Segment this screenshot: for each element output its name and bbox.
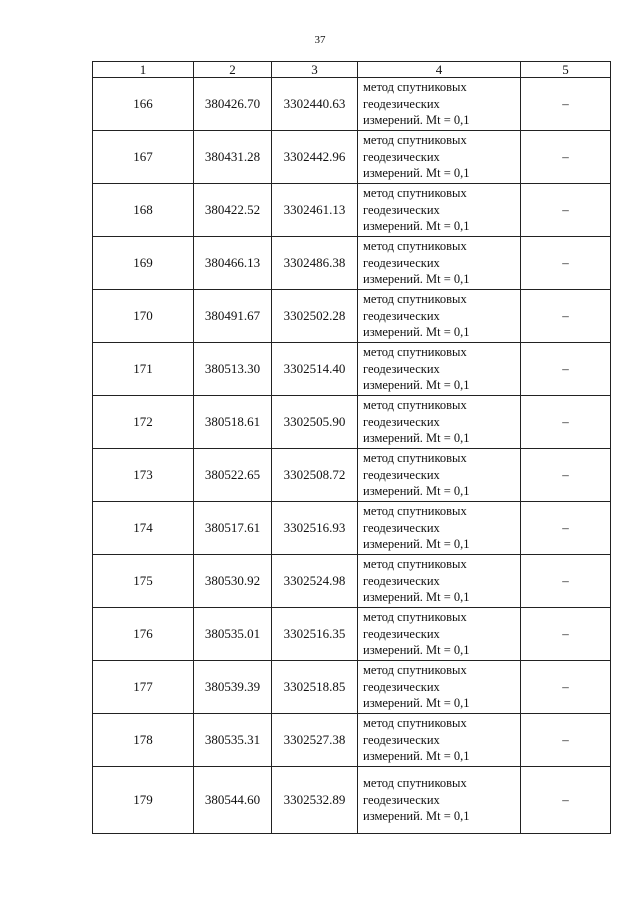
x-coordinate-cell: 380522.65: [194, 449, 272, 502]
note-cell: –: [521, 449, 611, 502]
method-description-cell: метод спутниковых геодезических измерений. Mt = 0,1: [358, 396, 521, 449]
table-row: [93, 555, 611, 608]
table-row: [93, 608, 611, 661]
note-cell: –: [521, 237, 611, 290]
note-cell: –: [521, 78, 611, 131]
note-cell: –: [521, 767, 611, 834]
x-coordinate-cell: 380544.60: [194, 767, 272, 834]
column-header: 2: [194, 62, 272, 78]
y-coordinate-cell: 3302442.96: [272, 131, 358, 184]
x-coordinate-cell: 380517.61: [194, 502, 272, 555]
note-cell: –: [521, 555, 611, 608]
x-coordinate-cell: 380422.52: [194, 184, 272, 237]
column-header: 4: [358, 62, 521, 78]
x-coordinate-cell: 380518.61: [194, 396, 272, 449]
method-description-cell: метод спутниковых геодезических измерений. Mt = 0,1: [358, 449, 521, 502]
point-number-cell: 167: [93, 131, 194, 184]
point-number-cell: 179: [93, 767, 194, 834]
table-row: [93, 184, 611, 237]
point-number-cell: 178: [93, 714, 194, 767]
note-cell: –: [521, 184, 611, 237]
x-coordinate-cell: 380431.28: [194, 131, 272, 184]
note-cell: –: [521, 396, 611, 449]
table-row: [93, 502, 611, 555]
point-number-cell: 166: [93, 78, 194, 131]
x-coordinate-cell: 380466.13: [194, 237, 272, 290]
point-number-cell: 168: [93, 184, 194, 237]
y-coordinate-cell: 3302514.40: [272, 343, 358, 396]
y-coordinate-cell: 3302532.89: [272, 767, 358, 834]
y-coordinate-cell: 3302524.98: [272, 555, 358, 608]
note-cell: –: [521, 131, 611, 184]
table-row: [93, 767, 611, 834]
y-coordinate-cell: 3302527.38: [272, 714, 358, 767]
y-coordinate-cell: 3302461.13: [272, 184, 358, 237]
method-description-cell: метод спутниковых геодезических измерений. Mt = 0,1: [358, 502, 521, 555]
method-description-cell: метод спутниковых геодезических измерений. Mt = 0,1: [358, 131, 521, 184]
point-number-cell: 175: [93, 555, 194, 608]
y-coordinate-cell: 3302516.93: [272, 502, 358, 555]
table-row: [93, 714, 611, 767]
table-row: [93, 237, 611, 290]
x-coordinate-cell: 380426.70: [194, 78, 272, 131]
note-cell: –: [521, 661, 611, 714]
x-coordinate-cell: 380513.30: [194, 343, 272, 396]
table-row: [93, 396, 611, 449]
point-number-cell: 171: [93, 343, 194, 396]
y-coordinate-cell: 3302486.38: [272, 237, 358, 290]
note-cell: –: [521, 290, 611, 343]
x-coordinate-cell: 380491.67: [194, 290, 272, 343]
method-description-cell: метод спутниковых геодезических измерений. Mt = 0,1: [358, 290, 521, 343]
point-number-cell: 176: [93, 608, 194, 661]
table-header-row: [93, 62, 611, 78]
coordinates-table: [92, 61, 611, 834]
method-description-cell: метод спутниковых геодезических измерений. Mt = 0,1: [358, 343, 521, 396]
x-coordinate-cell: 380535.01: [194, 608, 272, 661]
note-cell: –: [521, 608, 611, 661]
column-header: 5: [521, 62, 611, 78]
point-number-cell: 170: [93, 290, 194, 343]
note-cell: –: [521, 714, 611, 767]
column-header: 1: [93, 62, 194, 78]
method-description-cell: метод спутниковых геодезических измерений. Mt = 0,1: [358, 767, 521, 834]
method-description-cell: метод спутниковых геодезических измерений. Mt = 0,1: [358, 555, 521, 608]
method-description-cell: метод спутниковых геодезических измерений. Mt = 0,1: [358, 608, 521, 661]
table-row: [93, 343, 611, 396]
table-row: [93, 78, 611, 131]
y-coordinate-cell: 3302505.90: [272, 396, 358, 449]
x-coordinate-cell: 380539.39: [194, 661, 272, 714]
y-coordinate-cell: 3302440.63: [272, 78, 358, 131]
method-description-cell: метод спутниковых геодезических измерений. Mt = 0,1: [358, 661, 521, 714]
note-cell: –: [521, 502, 611, 555]
y-coordinate-cell: 3302518.85: [272, 661, 358, 714]
method-description-cell: метод спутниковых геодезических измерений. Mt = 0,1: [358, 714, 521, 767]
y-coordinate-cell: 3302516.35: [272, 608, 358, 661]
y-coordinate-cell: 3302508.72: [272, 449, 358, 502]
x-coordinate-cell: 380530.92: [194, 555, 272, 608]
page-number: 37: [314, 34, 326, 46]
note-cell: –: [521, 343, 611, 396]
method-description-cell: метод спутниковых геодезических измерений. Mt = 0,1: [358, 78, 521, 131]
method-description-cell: метод спутниковых геодезических измерений. Mt = 0,1: [358, 184, 521, 237]
table-row: [93, 131, 611, 184]
table-body: [93, 78, 611, 834]
column-header: 3: [272, 62, 358, 78]
y-coordinate-cell: 3302502.28: [272, 290, 358, 343]
point-number-cell: 177: [93, 661, 194, 714]
point-number-cell: 174: [93, 502, 194, 555]
point-number-cell: 172: [93, 396, 194, 449]
table-row: [93, 661, 611, 714]
point-number-cell: 169: [93, 237, 194, 290]
method-description-cell: метод спутниковых геодезических измерений. Mt = 0,1: [358, 237, 521, 290]
table-row: [93, 290, 611, 343]
point-number-cell: 173: [93, 449, 194, 502]
table-row: [93, 449, 611, 502]
x-coordinate-cell: 380535.31: [194, 714, 272, 767]
